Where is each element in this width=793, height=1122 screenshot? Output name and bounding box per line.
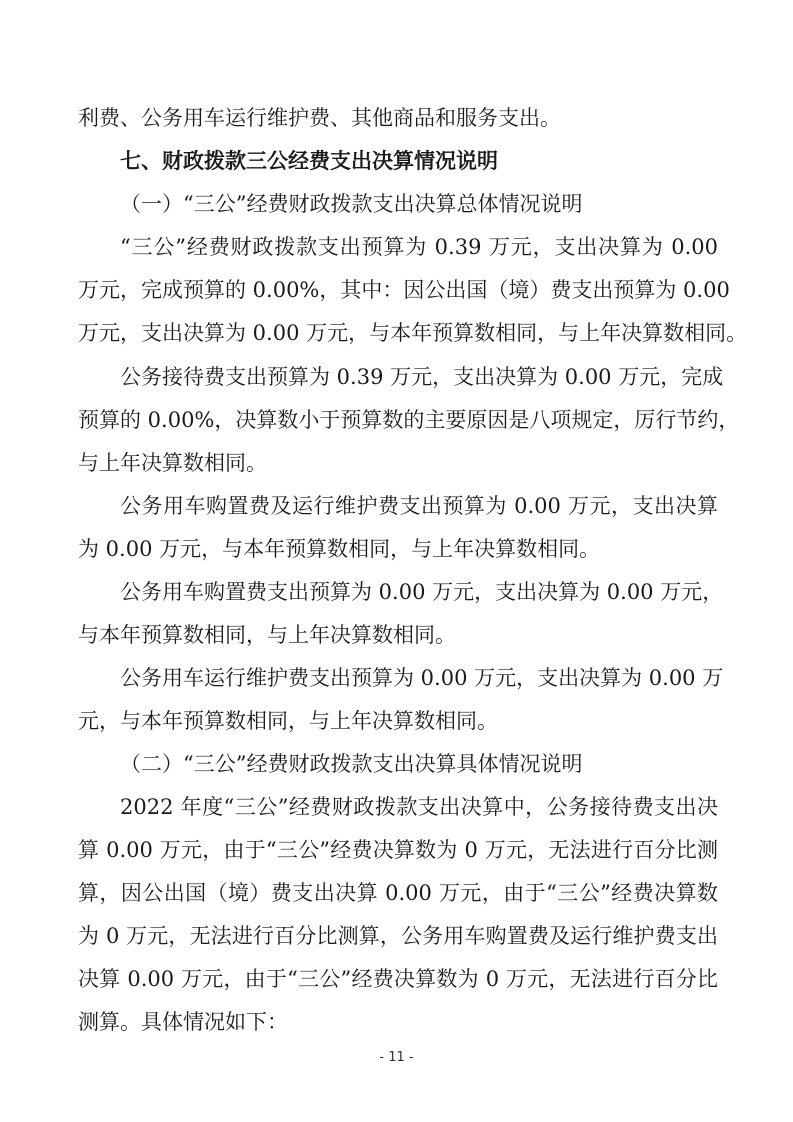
paragraph-line: 元，与本年预算数相同，与上年决算数相同。 — [78, 709, 498, 733]
paragraph-line: 万元，完成预算的 0.00%，其中：因公出国（境）费支出预算为 0.00 — [78, 278, 730, 302]
paragraph-line: 与上年决算数相同。 — [78, 451, 267, 475]
paragraph-line: 算，因公出国（境）费支出决算 0.00 万元，由于“三公”经费决算数 — [78, 881, 718, 905]
paragraph-line-continuation: 利费、公务用车运行维护费、其他商品和服务支出。 — [78, 106, 561, 130]
subsection-heading-2: （二）“三公”经费财政拨款支出决算具体情况说明 — [120, 752, 583, 776]
paragraph-line: 预算的 0.00%，决算数小于预算数的主要原因是八项规定，厉行节约， — [78, 408, 740, 432]
paragraph-line: 为 0 万元，无法进行百分比测算，公务用车购置费及运行维护费支出 — [78, 924, 718, 948]
paragraph-line: 算 0.00 万元，由于“三公”经费决算数为 0 万元，无法进行百分比测 — [78, 838, 718, 862]
paragraph-line: “三公”经费财政拨款支出预算为 0.39 万元，支出决算为 0.00 — [120, 235, 718, 259]
paragraph-line: 测算。具体情况如下： — [78, 1010, 288, 1034]
paragraph-line: 公务用车购置费及运行维护费支出预算为 0.00 万元，支出决算 — [120, 494, 718, 518]
paragraph-line: 公务用车购置费支出预算为 0.00 万元，支出决算为 0.00 万元， — [120, 580, 724, 604]
page-number: - 11 - — [379, 1050, 414, 1065]
paragraph-line: 为 0.00 万元，与本年预算数相同，与上年决算数相同。 — [78, 537, 601, 561]
paragraph-line: 与本年预算数相同，与上年决算数相同。 — [78, 623, 456, 647]
subsection-heading-1: （一）“三公”经费财政拨款支出决算总体情况说明 — [120, 192, 583, 216]
paragraph-line: 决算 0.00 万元，由于“三公”经费决算数为 0 万元，无法进行百分比 — [78, 967, 718, 991]
paragraph-line: 公务用车运行维护费支出预算为 0.00 万元，支出决算为 0.00 万 — [120, 666, 724, 690]
paragraph-line: 公务接待费支出预算为 0.39 万元，支出决算为 0.00 万元，完成 — [120, 365, 724, 389]
paragraph-line: 万元，支出决算为 0.00 万元，与本年预算数相同，与上年决算数相同。 — [78, 321, 748, 345]
section-heading: 七、财政拨款三公经费支出决算情况说明 — [120, 149, 498, 173]
paragraph-line: 2022 年度“三公”经费财政拨款支出决算中，公务接待费支出决 — [120, 795, 718, 819]
